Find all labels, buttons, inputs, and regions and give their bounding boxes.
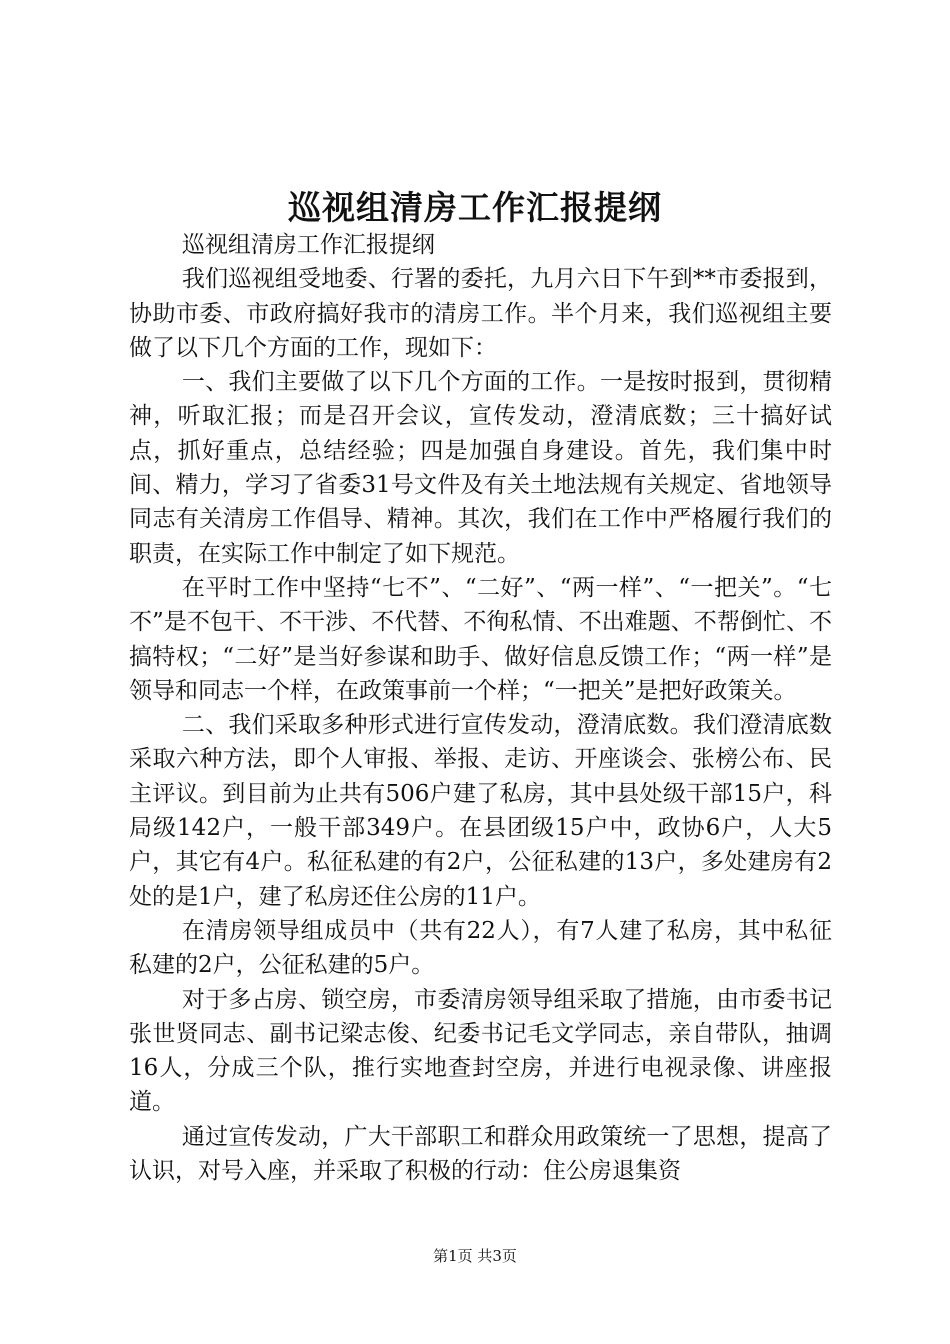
paragraph-section-one: 一、我们主要做了以下几个方面的工作。一是按时报到，贯彻精神，听取汇报；而是召开会议，宣传发动，澄清底数；三十搞好试点，抓好重点，总结经验；四是加强自身建设。首先，我们集中时间、精力，学习了省委31号文件及有关土地法规有关规定、省地领导同志有关清房工作倡导、精神。其次，我们在工作中严格履行我们的职责，在实际工作中制定了如下规范。 <box>129 369 832 567</box>
paragraph-results: 通过宣传发动，广大干部职工和群众用政策统一了思想，提高了认识，对号入座，并采取了积极的行动：住公房退集资 <box>129 1123 832 1185</box>
paragraph-vacant-housing: 对于多占房、锁空房，市委清房领导组采取了措施，由市委书记张世贤同志、副书记梁志俊、纪委书记毛文学同志，亲自带队，抽调16人，分成三个队，推行实地查封空房，并进行电视录像、讲座报道。 <box>129 986 832 1116</box>
paragraph-leadership-group: 在清房领导组成员中（共有22人），有7人建了私房，其中私征私建的2户，公征私建的5户。 <box>129 917 832 979</box>
paragraph-section-two: 二、我们采取多种形式进行宣传发动，澄清底数。我们澄清底数采取六种方法，即个人审报、举报、走访、开座谈会、张榜公布、民主评议。到目前为止共有506户建了私房，其中县处级干部15户，科局级142户，一般干部349户。在县团级15户中，政协6户，人大5户，其它有4户。私征私建的有2户，公征私建的13户，多处建房有2处的是1户，建了私房还住公房的11户。 <box>129 712 832 910</box>
paragraph-intro: 我们巡视组受地委、行署的委托，九月六日下午到**市委报到，协助市委、市政府搞好我市的清房工作。半个月来，我们巡视组主要做了以下几个方面的工作，现如下： <box>129 266 832 361</box>
document-body <box>129 228 832 1188</box>
document-title: 巡视组清房工作汇报提纲 <box>288 188 662 227</box>
page-footer: 第1页 共3页 <box>433 1247 517 1265</box>
paragraph-rules: 在平时工作中坚持“七不”、“二好”、“两一样”、“一把关”。“七不”是不包干、不干涉、不代替、不徇私情、不出难题、不帮倒忙、不搞特权；“二好”是当好参谋和助手、做好信息反馈工作；“两一样”是领导和同志一个样，在政策事前一个样；“一把关”是把好政策关。 <box>129 574 832 704</box>
paragraph-subtitle: 巡视组清房工作汇报提纲 <box>181 232 435 258</box>
